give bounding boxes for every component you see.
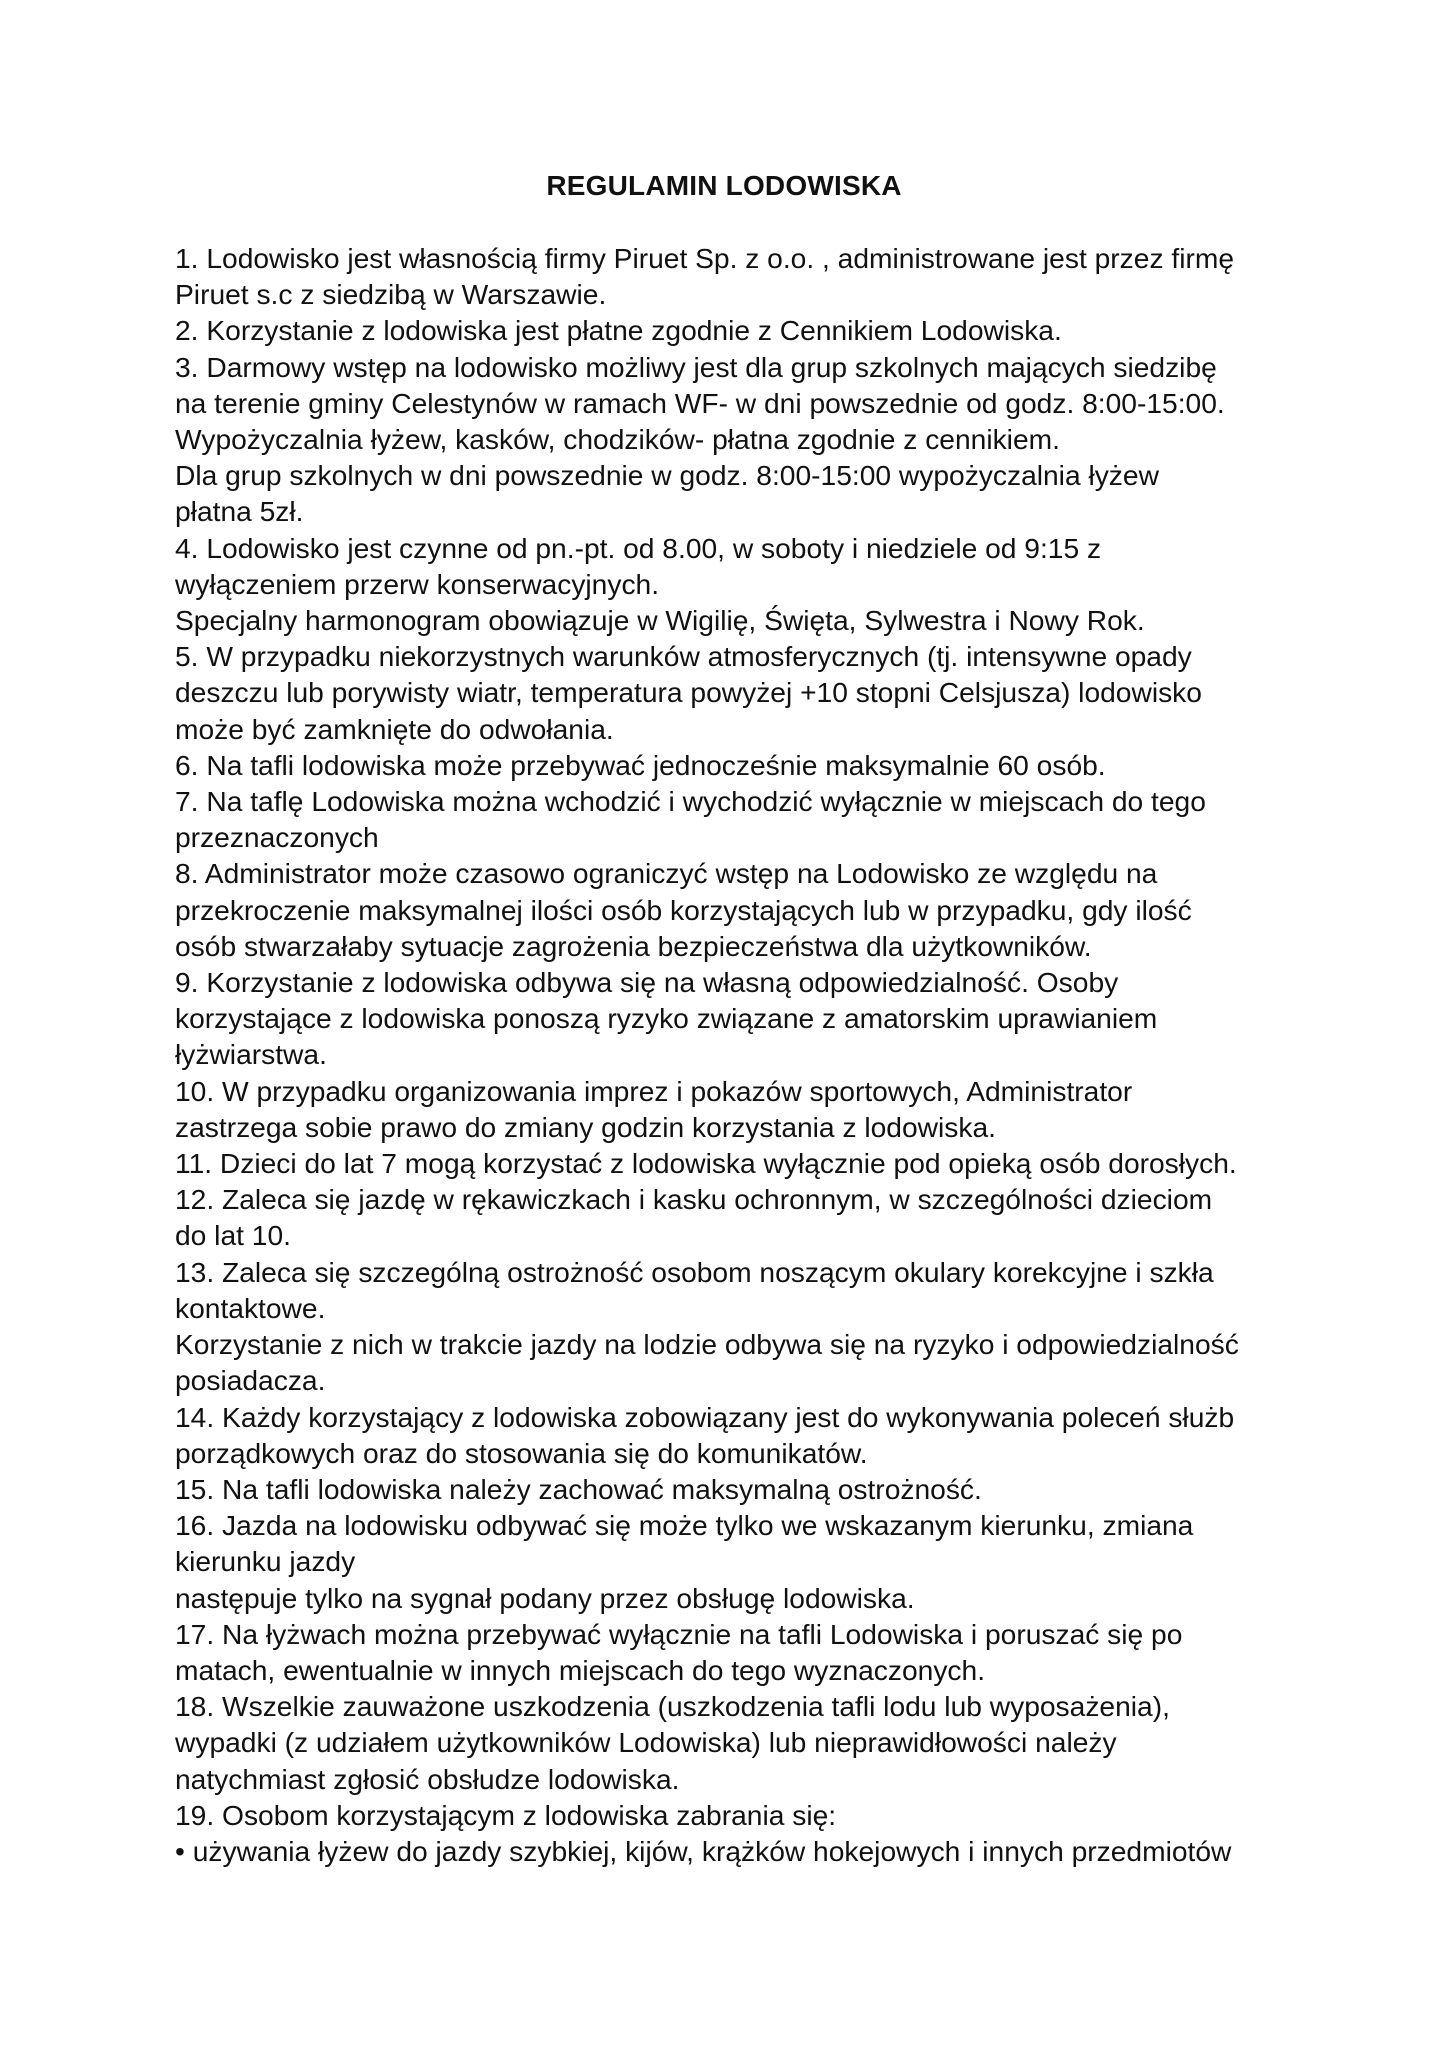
text-line: Dla grup szkolnych w dni powszednie w godz. 8:00-15:00 wypożyczalnia łyżew: [175, 459, 1159, 492]
text-line: 19. Osobom korzystającym z lodowiska zabrania się:: [175, 1798, 837, 1831]
text-line: 1. Lodowisko jest własnością firmy Piruet Sp. z o.o. , administrowane jest przez firmę: [175, 242, 1235, 274]
document-body: [175, 240, 1295, 1869]
text-line: 3. Darmowy wstęp na lodowisko możliwy jest dla grup szkolnych mających siedzibę: [175, 350, 1217, 383]
document-title: REGULAMIN LODOWISKA: [546, 170, 902, 201]
text-line: 9. Korzystanie z lodowiska odbywa się na własną odpowiedzialność. Osoby: [175, 966, 1119, 999]
text-line: 15. Na tafli lodowiska należy zachować maksymalną ostrożność.: [175, 1472, 982, 1505]
text-line: Korzystanie z nich w trakcie jazdy na lodzie odbywa się na ryzyko i odpowiedzialność: [175, 1328, 1239, 1361]
text-line: • używania łyżew do jazdy szybkiej, kijów, krążków hokejowych i innych przedmiotów: [175, 1834, 1232, 1867]
text-line: 5. W przypadku niekorzystnych warunków atmosferycznych (tj. intensywne opady: [175, 640, 1192, 673]
text-line: 11. Dzieci do lat 7 mogą korzystać z lodowiska wyłącznie pod opieką osób dorosłych.: [175, 1147, 1237, 1180]
text-line: 4. Lodowisko jest czynne od pn.-pt. od 8.00, w soboty i niedziele od 9:15 z: [175, 531, 1102, 564]
text-line: łyżwiarstwa.: [175, 1038, 327, 1071]
text-line: osób stwarzałaby sytuacje zagrożenia bezpieczeństwa dla użytkowników.: [175, 929, 1092, 962]
text-line: płatna 5zł.: [175, 495, 304, 528]
text-line: natychmiast zgłosić obsłudze lodowiska.: [175, 1762, 680, 1795]
text-line: zastrzega sobie prawo do zmiany godzin korzystania z lodowiska.: [175, 1110, 996, 1143]
text-line: przekroczenie maksymalnej ilości osób korzystających lub w przypadku, gdy ilość: [175, 893, 1192, 926]
text-line: korzystające z lodowiska ponoszą ryzyko związane z amatorskim uprawianiem: [175, 1002, 1158, 1035]
text-line: przeznaczonych: [175, 821, 379, 854]
text-line: 6. Na tafli lodowiska może przebywać jednocześnie maksymalnie 60 osób.: [175, 748, 1106, 781]
text-line: może być zamknięte do odwołania.: [175, 712, 614, 745]
text-line: na terenie gminy Celestynów w ramach WF- w dni powszednie od godz. 8:00-15:00.: [175, 386, 1225, 419]
text-line: Piruet s.c z siedzibą w Warszawie.: [175, 278, 607, 311]
text-line: 16. Jazda na lodowisku odbywać się może tylko we wskazanym kierunku, zmiana: [175, 1509, 1194, 1542]
text-line: 2. Korzystanie z lodowiska jest płatne zgodnie z Cennikiem Lodowiska.: [175, 314, 1062, 347]
text-line: 10. W przypadku organizowania imprez i pokazów sportowych, Administrator: [175, 1074, 1133, 1107]
text-line: 12. Zaleca się jazdę w rękawiczkach i kasku ochronnym, w szczególności dzieciom: [175, 1183, 1213, 1216]
text-line: wyłączeniem przerw konserwacyjnych.: [175, 567, 660, 600]
text-line: 14. Każdy korzystający z lodowiska zobowiązany jest do wykonywania poleceń służb: [175, 1400, 1235, 1433]
text-line: wypadki (z udziałem użytkowników Lodowiska) lub nieprawidłowości należy: [175, 1726, 1117, 1759]
text-line: matach, ewentualnie w innych miejscach do tego wyznaczonych.: [175, 1653, 986, 1686]
text-line: 18. Wszelkie zauważone uszkodzenia (uszkodzenia tafli lodu lub wyposażenia),: [175, 1690, 1170, 1723]
text-line: 8. Administrator może czasowo ograniczyć wstęp na Lodowisko ze względu na: [175, 857, 1158, 890]
text-line: następuje tylko na sygnał podany przez obsługę lodowiska.: [175, 1581, 915, 1614]
text-line: 13. Zaleca się szczególną ostrożność osobom noszącym okulary korekcyjne i szkła: [175, 1255, 1214, 1288]
text-line: Specjalny harmonogram obowiązuje w Wigilię, Święta, Sylwestra i Nowy Rok.: [175, 604, 1145, 637]
text-line: porządkowych oraz do stosowania się do komunikatów.: [175, 1436, 868, 1469]
text-line: 17. Na łyżwach można przebywać wyłącznie na tafli Lodowiska i poruszać się po: [175, 1617, 1183, 1650]
text-line: do lat 10.: [175, 1219, 291, 1252]
text-line: 7. Na taflę Lodowiska można wchodzić i wychodzić wyłącznie w miejscach do tego: [175, 785, 1206, 818]
text-line: deszczu lub porywisty wiatr, temperatura powyżej +10 stopni Celsjusza) lodowisko: [175, 676, 1202, 709]
text-line: kierunku jazdy: [175, 1545, 356, 1578]
text-line: posiadacza.: [175, 1364, 326, 1397]
text-line: Wypożyczalnia łyżew, kasków, chodzików- płatna zgodnie z cennikiem.: [175, 423, 1060, 456]
text-line: kontaktowe.: [175, 1291, 326, 1324]
